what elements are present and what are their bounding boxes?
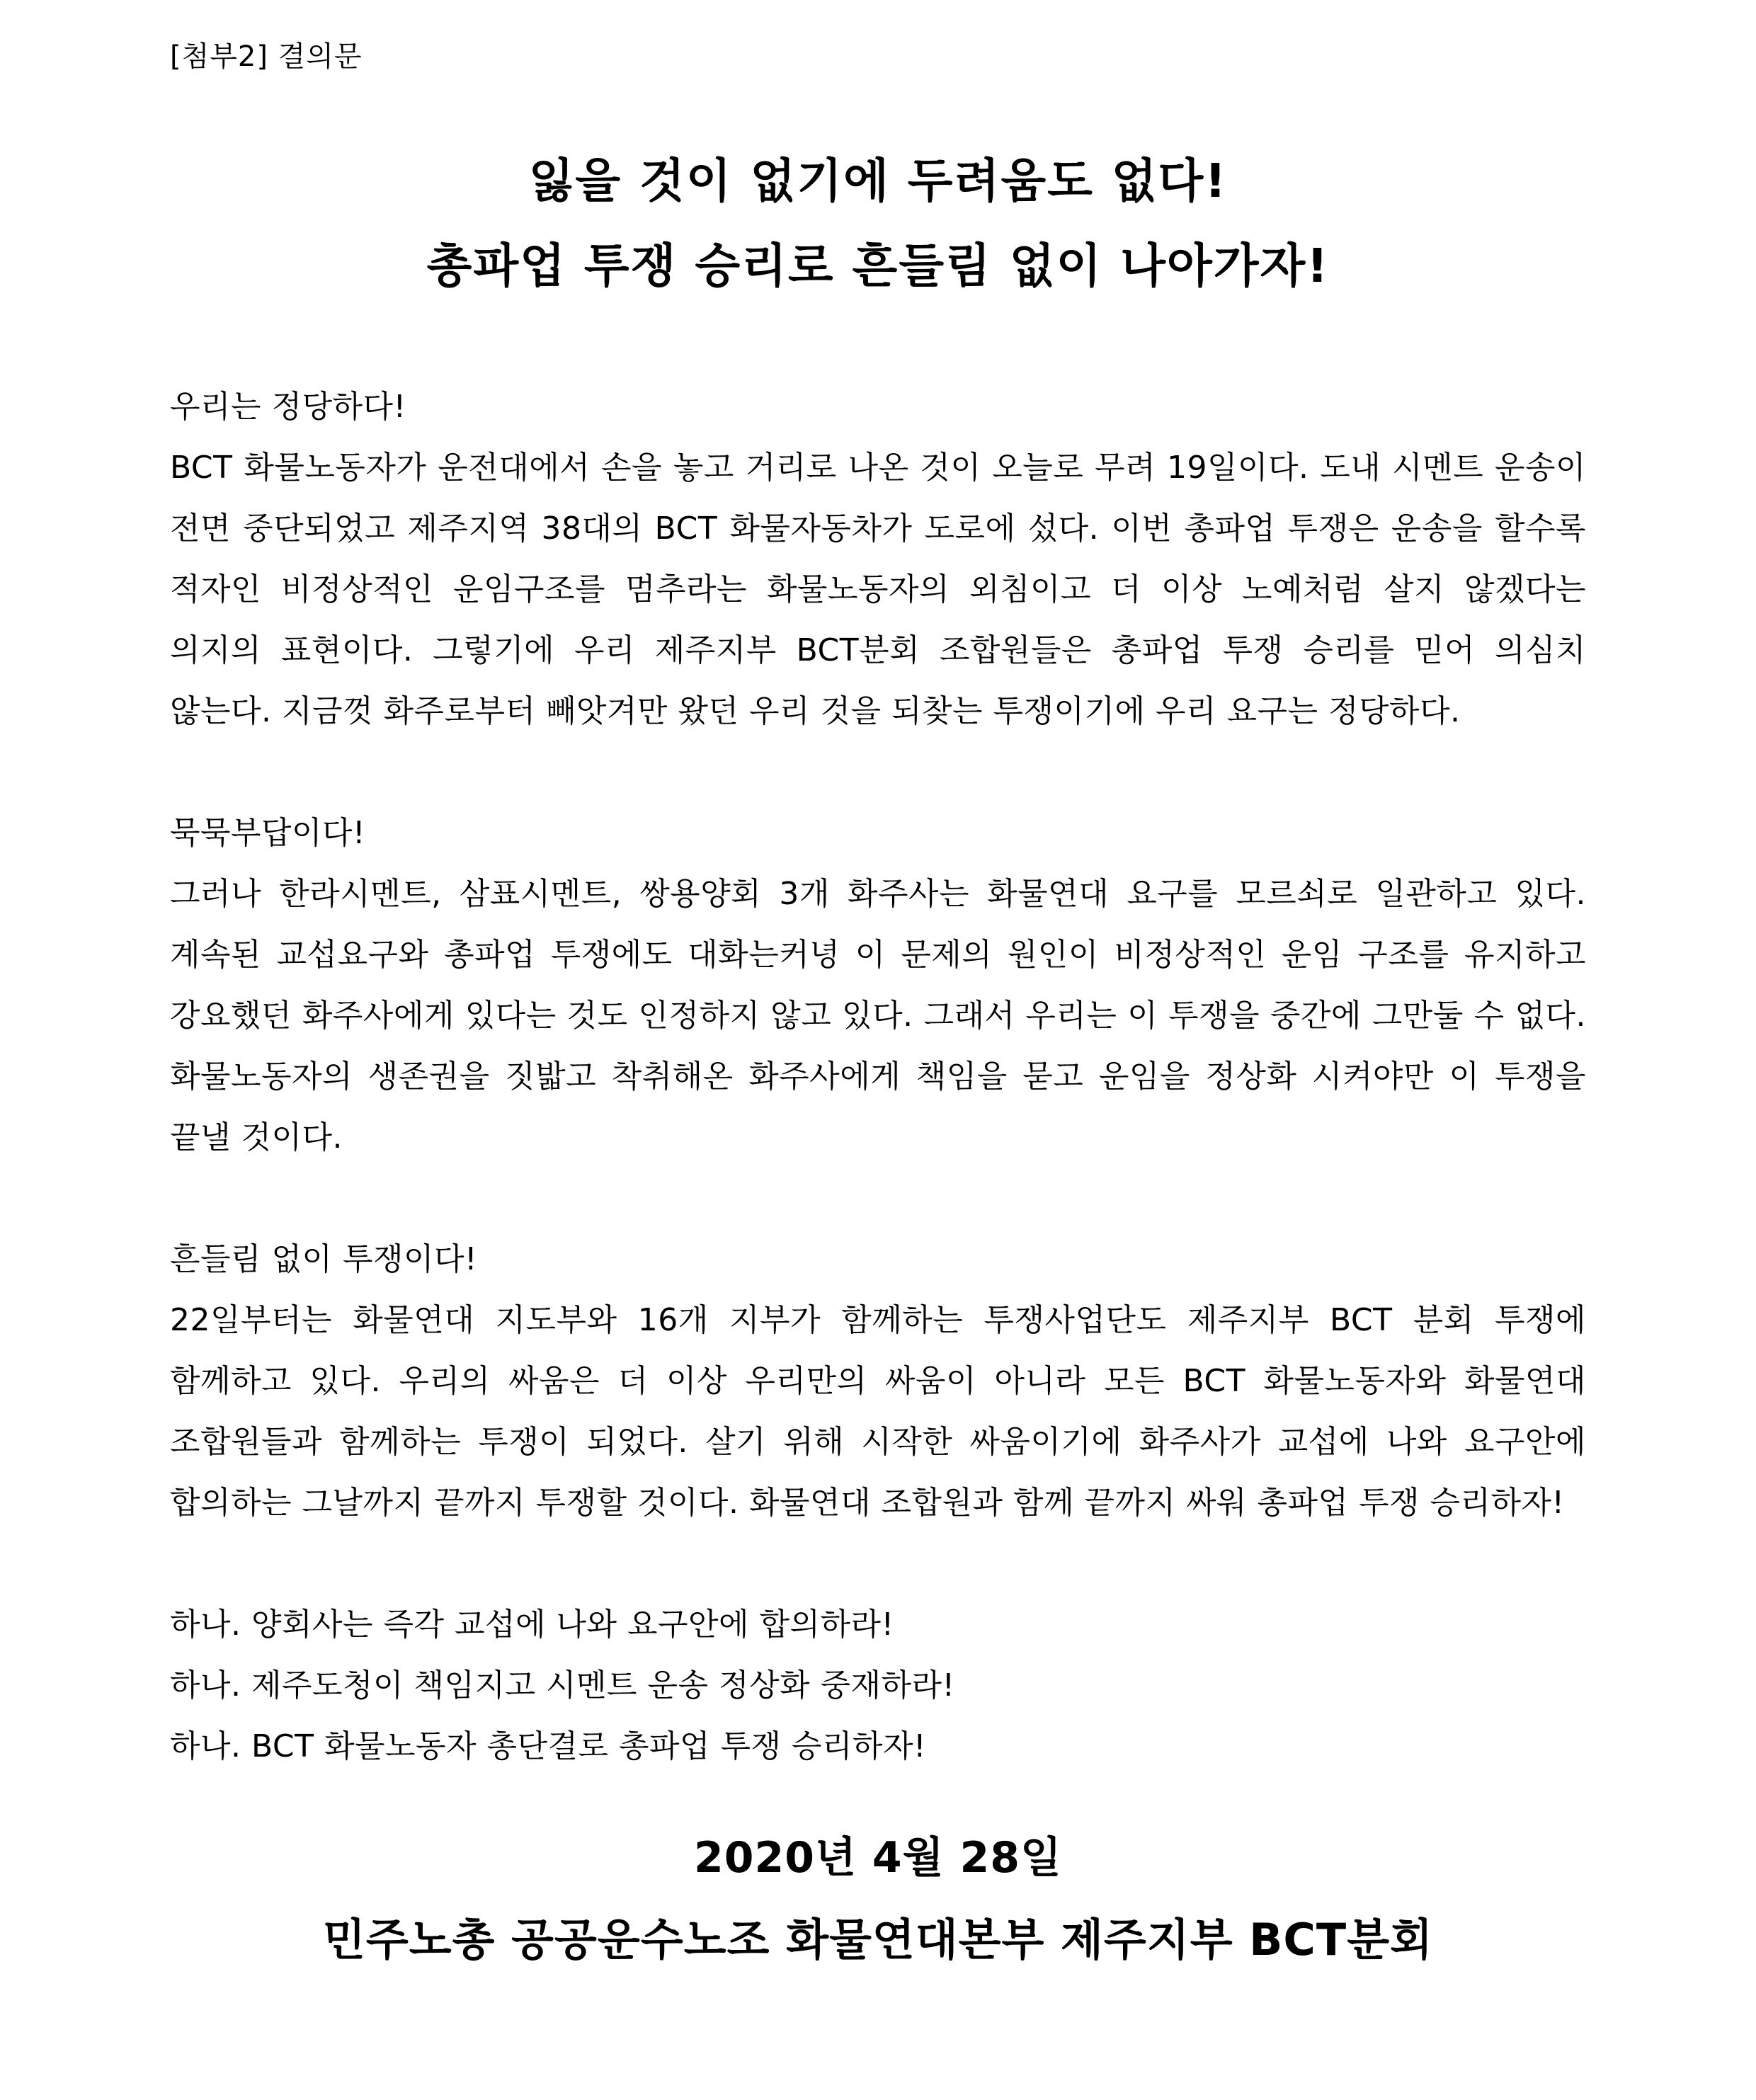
section-heading: 흔들림 없이 투쟁이다! bbox=[170, 1241, 478, 1277]
resolution-item: 하나. 제주도청이 책임지고 시멘트 운송 정상화 중재하라! bbox=[170, 1667, 955, 1704]
signature-block bbox=[0, 1817, 1756, 1981]
document-date: 2020년 4월 28일 bbox=[694, 1833, 1062, 1883]
section-unwavering-struggle bbox=[170, 1229, 1586, 1534]
document-title bbox=[0, 139, 1756, 309]
attachment-label: [첨부2] 결의문 bbox=[170, 40, 363, 73]
resolution-list bbox=[170, 1594, 1586, 1777]
document-body bbox=[170, 377, 1586, 1777]
resolution-item: 하나. BCT 화물노동자 총단결로 총파업 투쟁 승리하자! bbox=[170, 1728, 927, 1764]
section-heading: 우리는 정당하다! bbox=[170, 389, 406, 425]
title-line-1: 잃을 것이 없기에 두려움도 없다! bbox=[528, 154, 1228, 208]
title-line-2: 총파업 투쟁 승리로 흔들림 없이 나아가자! bbox=[426, 239, 1330, 293]
resolution-item: 하나. 양회사는 즉각 교섭에 나와 요구안에 합의하라! bbox=[170, 1607, 894, 1643]
section-justified bbox=[170, 377, 1586, 742]
section-paragraph: 그러나 한라시멘트, 삼표시멘트, 쌍용양회 3개 화주사는 화물연대 요구를 모르쇠로 일관하고 있다. 계속된 교섭요구와 총파업 투쟁에도 대화는커녕 이 문제의 원인이 비정상적인 운임 구조를 유지하고 강요했던 화주사에게 있다는 것도 인정하지 않고 있다. 그래서 우리는 이 투쟁을 중간에 그만둘 수 없다. 화물노동자의 생존권을 짓밟고 착취해온 화주사에게 책임을 묻고 운임을 정상화 시켜야만 이 투쟁을 끝낼 것이다. bbox=[170, 876, 1587, 1155]
section-paragraph: BCT 화물노동자가 운전대에서 손을 놓고 거리로 나온 것이 오늘로 무려 19일이다. 도내 시멘트 운송이 전면 중단되었고 제주지역 38대의 BCT 화물자동차가 도로에 섰다. 이번 총파업 투쟁은 운송을 할수록 적자인 비정상적인 운임구조를 멈추라는 화물노동자의 외침이고 더 이상 노예처럼 살지 않겠다는 의지의 표현이다. 그렇기에 우리 제주지부 BCT분회 조합원들은 총파업 투쟁 승리를 믿어 의심치 않는다. 지금껏 화주로부터 빼앗겨만 왔던 우리 것을 되찾는 투쟁이기에 우리 요구는 정당하다. bbox=[170, 450, 1586, 729]
section-heading: 묵묵부답이다! bbox=[170, 815, 366, 851]
section-paragraph: 22일부터는 화물연대 지도부와 16개 지부가 함께하는 투쟁사업단도 제주지부 BCT 분회 투쟁에 함께하고 있다. 우리의 싸움은 더 이상 우리만의 싸움이 아니라 모든 BCT 화물노동자와 화물연대 조합원들과 함께하는 투쟁이 되었다. 살기 위해 시작한 싸움이기에 화주사가 교섭에 나와 요구안에 합의하는 그날까지 끝까지 투쟁할 것이다. 화물연대 조합원과 함께 끝까지 싸워 총파업 투쟁 승리하자! bbox=[170, 1302, 1586, 1521]
organization-name: 민주노총 공공운수노조 화물연대본부 제주지부 BCT분회 bbox=[322, 1914, 1433, 1965]
section-no-response bbox=[170, 803, 1586, 1168]
